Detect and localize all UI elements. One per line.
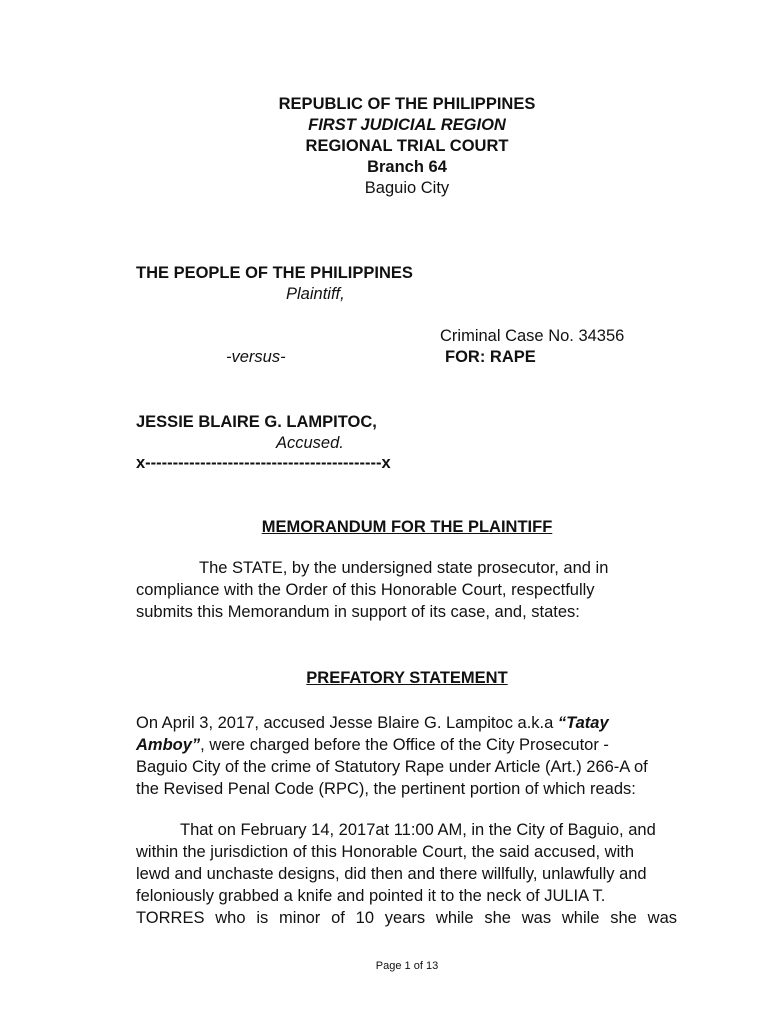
header-republic: REPUBLIC OF THE PHILIPPINES [278, 95, 536, 113]
charge-label: FOR: RAPE [445, 348, 536, 366]
prefatory-paragraph [136, 712, 677, 800]
prefatory-line: the Revised Penal Code (RPC), the pertinent portion of which reads: [136, 780, 636, 798]
document-title: MEMORANDUM FOR THE PLAINTIFF [261, 518, 553, 536]
quoted-information [136, 819, 677, 929]
accused-role: Accused. [276, 434, 344, 452]
page-number: Page 1 of 13 [375, 960, 439, 972]
accused-name: JESSIE BLAIRE G. LAMPITOC, [136, 413, 377, 431]
intro-paragraph [136, 557, 677, 623]
prefatory-line: Baguio City of the crime of Statutory Rape under Article (Art.) 266-A of [136, 758, 648, 776]
quote-line: That on February 14, 2017at 11:00 AM, in the City of Baguio, and [180, 821, 656, 839]
intro-line: compliance with the Order of this Honorable Court, respectfully [136, 581, 595, 599]
intro-line: submits this Memorandum in support of its case, and, states: [136, 603, 580, 621]
quote-line: TORRES who is minor of 10 years while she was while she was [136, 909, 677, 927]
prefatory-line: Amboy”, were charged before the Office of the City Prosecutor - [136, 736, 609, 754]
quote-line: lewd and unchaste designs, did then and there willfully, unlawfully and [136, 865, 647, 883]
versus-label: -versus- [226, 348, 286, 366]
prefatory-line: On April 3, 2017, accused Jesse Blaire G. Lampitoc a.k.a “Tatay [136, 714, 609, 732]
quote-line: within the jurisdiction of this Honorable Court, the said accused, with [136, 843, 635, 861]
quote-line: feloniously grabbed a knife and pointed it to the neck of JULIA T. [136, 887, 606, 905]
caption-separator: x-------------------------------------------x [136, 454, 391, 472]
header-judicial-region: FIRST JUDICIAL REGION [308, 116, 506, 134]
plaintiff-role: Plaintiff, [286, 285, 345, 303]
header-court: REGIONAL TRIAL COURT [305, 137, 509, 155]
section-heading: PREFATORY STATEMENT [306, 669, 508, 687]
case-number: Criminal Case No. 34356 [440, 327, 625, 345]
plaintiff-name: THE PEOPLE OF THE PHILIPPINES [136, 264, 413, 282]
header-city: Baguio City [364, 179, 450, 197]
intro-line: The STATE, by the undersigned state prosecutor, and in [199, 559, 609, 577]
header-branch: Branch 64 [367, 158, 447, 176]
